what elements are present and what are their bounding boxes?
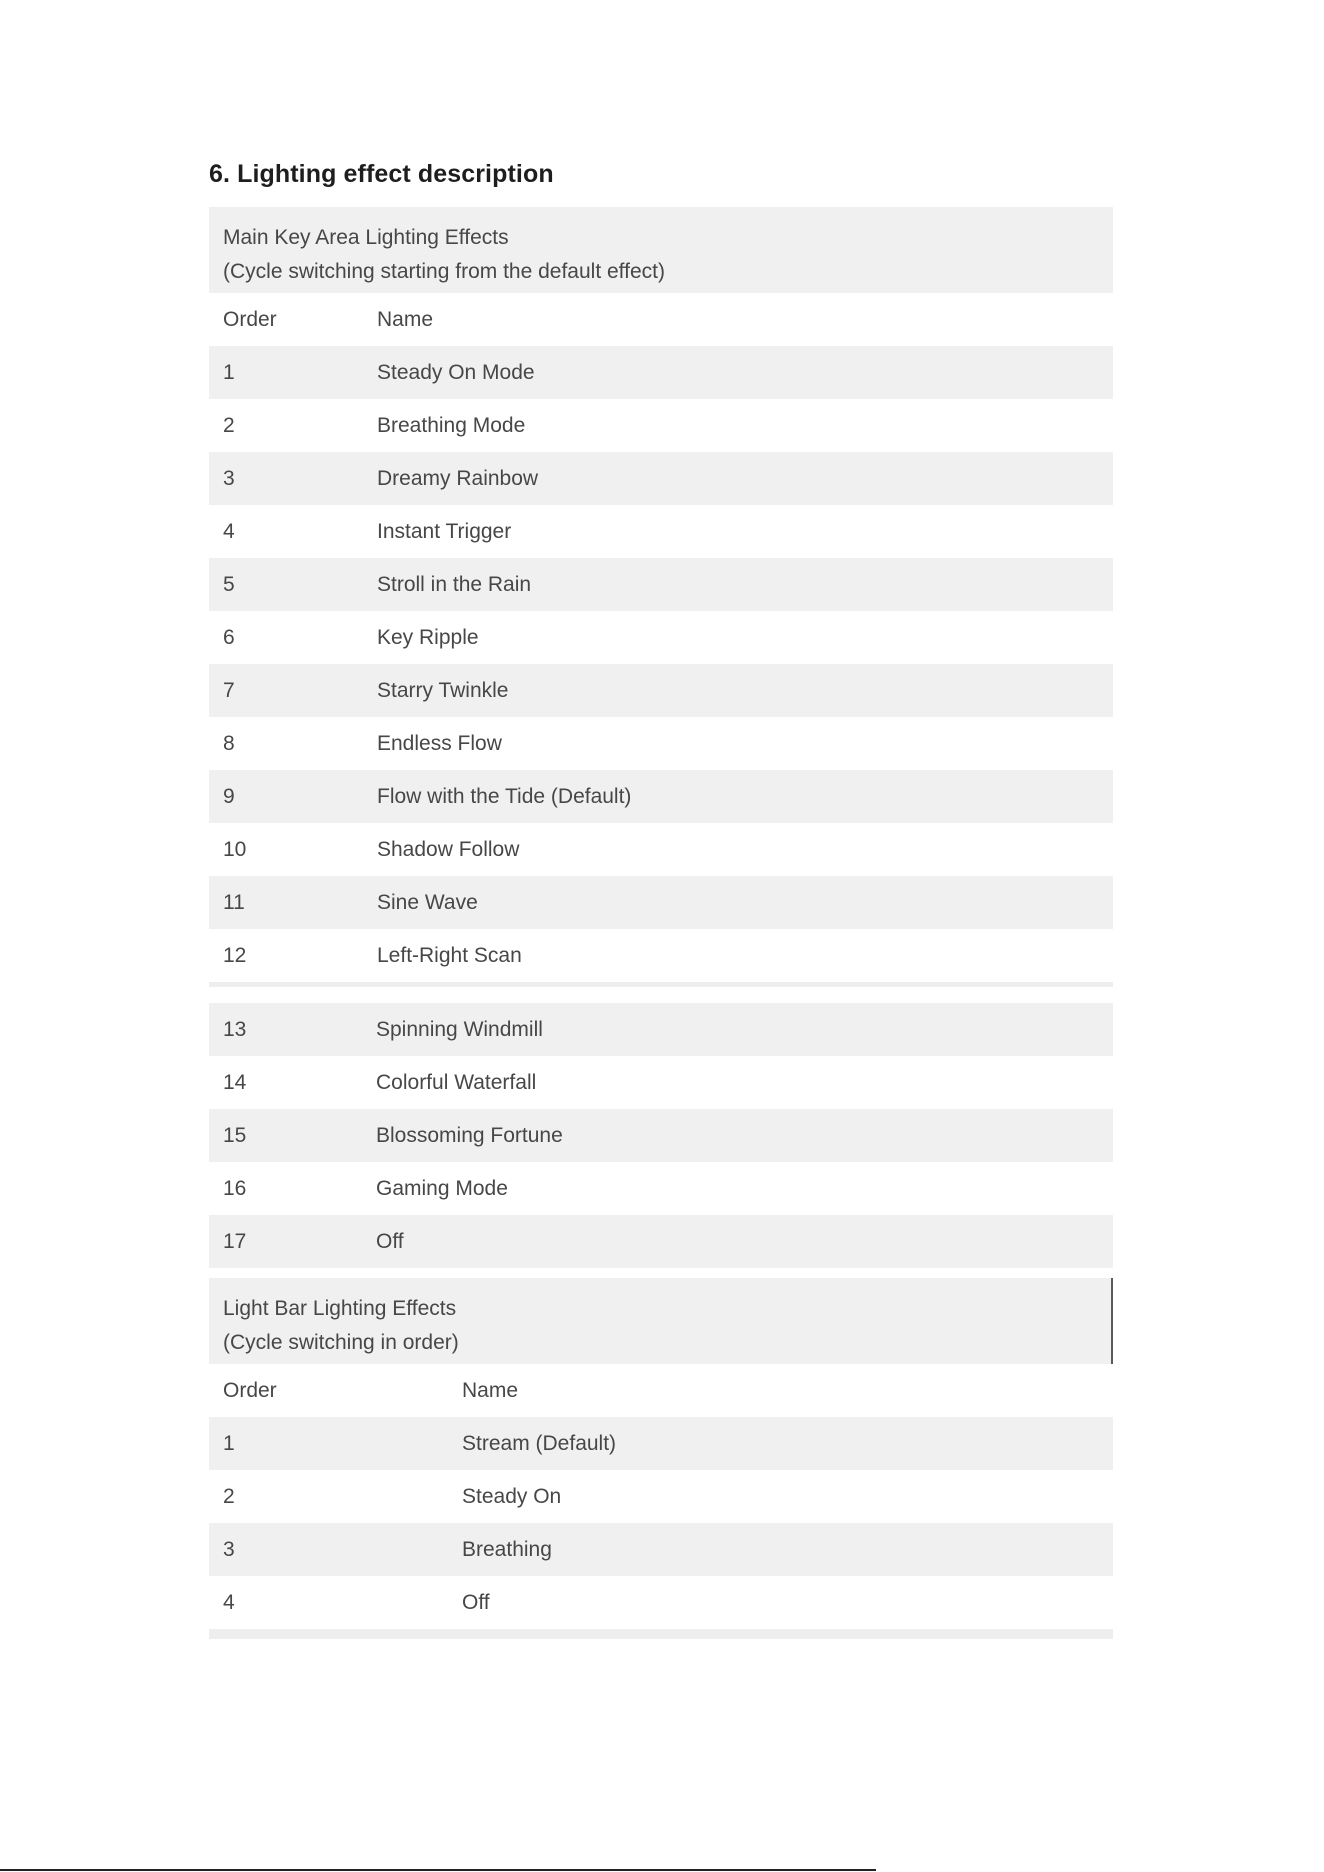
name-cell: Sine Wave [377, 890, 478, 914]
table-row [209, 1109, 1113, 1162]
table-header-row [209, 293, 1113, 346]
table-row [209, 664, 1113, 717]
order-cell: 12 [223, 943, 247, 967]
table-row [209, 452, 1113, 505]
name-cell: Dreamy Rainbow [377, 466, 539, 490]
name-cell: Spinning Windmill [376, 1017, 543, 1041]
name-cell: Off [462, 1590, 490, 1614]
table-row [209, 823, 1113, 876]
name-cell: Shadow Follow [377, 837, 520, 861]
table-header-row [209, 1364, 1113, 1417]
light-bar-lighting-table [209, 1278, 1113, 1639]
name-cell: Key Ripple [377, 625, 479, 649]
name-cell: Blossoming Fortune [376, 1123, 563, 1147]
order-cell: 16 [223, 1176, 247, 1200]
table-caption-title: Main Key Area Lighting Effects [223, 226, 509, 249]
name-cell: Colorful Waterfall [376, 1070, 537, 1094]
name-cell: Gaming Mode [376, 1176, 508, 1200]
table-row [209, 558, 1113, 611]
name-cell: Steady On Mode [377, 360, 535, 384]
table-caption-title: Light Bar Lighting Effects [223, 1297, 457, 1320]
table-row [209, 1215, 1113, 1268]
name-cell: Left-Right Scan [377, 943, 522, 967]
table-caption-note: (Cycle switching in order) [223, 1331, 459, 1354]
table-row [209, 1576, 1113, 1629]
main-key-lighting-table [209, 207, 1113, 987]
table-row [209, 1003, 1113, 1056]
order-cell: 1 [223, 360, 235, 384]
order-cell: 5 [223, 572, 235, 596]
table-caption [209, 207, 1113, 293]
order-cell: 7 [223, 678, 235, 702]
name-cell: Off [376, 1229, 404, 1253]
order-cell: 1 [223, 1431, 235, 1455]
table-row [209, 611, 1113, 664]
footer-rule [0, 1869, 876, 1871]
name-cell: Stream (Default) [462, 1431, 617, 1455]
column-header-name: Name [377, 307, 434, 331]
name-cell: Endless Flow [377, 731, 502, 755]
table-bottom-divider [209, 1629, 1113, 1639]
order-cell: 15 [223, 1123, 247, 1147]
table-row [209, 929, 1113, 982]
column-header-order: Order [223, 307, 277, 331]
order-cell: 3 [223, 466, 235, 490]
name-cell: Breathing [462, 1537, 552, 1561]
name-cell: Stroll in the Rain [377, 572, 532, 596]
table-row [209, 505, 1113, 558]
order-cell: 3 [223, 1537, 235, 1561]
caption-edge-line [1111, 1278, 1113, 1364]
table-row [209, 1417, 1113, 1470]
table-row [209, 346, 1113, 399]
table-row [209, 1470, 1113, 1523]
name-cell: Starry Twinkle [377, 678, 509, 702]
order-cell: 6 [223, 625, 235, 649]
name-cell: Instant Trigger [377, 519, 512, 543]
order-cell: 17 [223, 1229, 247, 1253]
name-cell: Steady On [462, 1484, 562, 1508]
table-caption [209, 1278, 1113, 1364]
table-row [209, 876, 1113, 929]
table-row [209, 770, 1113, 823]
main-key-lighting-table-continued [209, 1003, 1113, 1268]
order-cell: 10 [223, 837, 247, 861]
order-cell: 11 [223, 890, 245, 914]
table-row [209, 399, 1113, 452]
table-caption-note: (Cycle switching starting from the default effect) [223, 260, 665, 283]
table-row [209, 1523, 1113, 1576]
column-header-order: Order [223, 1378, 277, 1402]
order-cell: 8 [223, 731, 235, 755]
order-cell: 13 [223, 1017, 247, 1041]
section-title: 6. Lighting effect description [209, 160, 554, 188]
order-cell: 4 [223, 1590, 235, 1614]
order-cell: 2 [223, 1484, 235, 1508]
table-bottom-divider [209, 982, 1113, 987]
table-row [209, 717, 1113, 770]
table-row [209, 1056, 1113, 1109]
column-header-name: Name [462, 1378, 519, 1402]
name-cell: Flow with the Tide (Default) [377, 784, 632, 808]
order-cell: 9 [223, 784, 235, 808]
order-cell: 14 [223, 1070, 247, 1094]
order-cell: 4 [223, 519, 235, 543]
name-cell: Breathing Mode [377, 413, 526, 437]
table-row [209, 1162, 1113, 1215]
order-cell: 2 [223, 413, 235, 437]
